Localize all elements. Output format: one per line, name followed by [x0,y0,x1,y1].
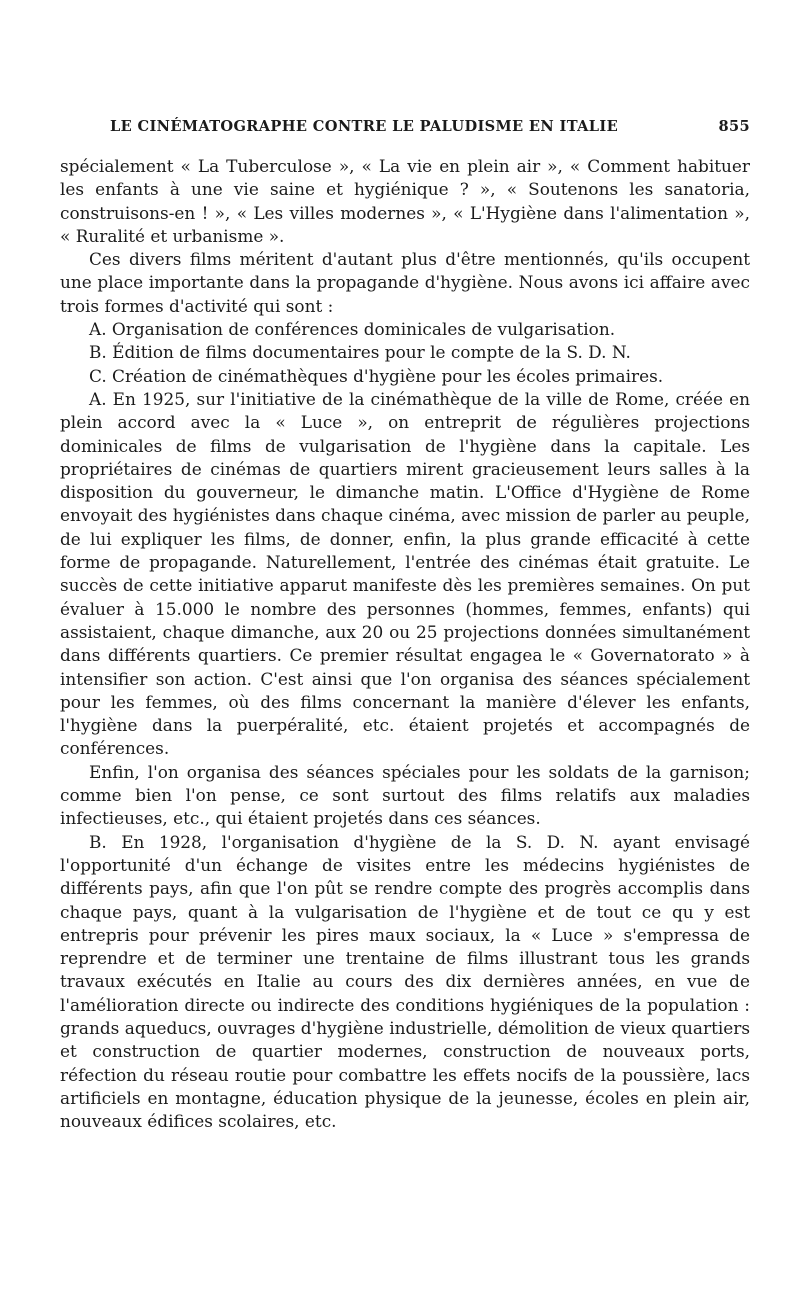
paragraph-section-b: B. En 1928, l'organisation d'hygiène de la S. D. N. ayant envisagé l'opportunité d'un échange de visites entre les médecins hygiénistes de différents pays, afin que l'on pût se rendre compte des progrès accomplis dans chaque pays, quant à la vulgarisation de l'hygiène et de tout ce qu y est entrepris pour prévenir les pires maux sociaux, la « Luce » s'empressa de reprendre et de terminer une trentaine de films illustrant tous les grands travaux exécutés en Italie au cours des dix dernières années, en vue de l'amélioration directe ou indirecte des conditions hygiéniques de la population : grands aqueducs, ouvrages d'hygiène industrielle, démolition de vieux quartiers et construction de quartier modernes, construction de nouveaux ports, réfection du réseau routie pour combattre les effets nocifs de la poussière, lacs artificiels en montagne, éducation physique de la jeunesse, écoles en plein air, nouveaux édifices scolaires, etc. [60,831,750,1132]
running-title: LE CINÉMATOGRAPHE CONTRE LE PALUDISME EN ITALIE [110,118,619,135]
list-item-a: A. Organisation de conférences dominicales de vulgarisation. [89,319,616,340]
paragraph-section-a: A. En 1925, sur l'initiative de la cinémathèque de la ville de Rome, créée en plein accord avec la « Luce », on entreprit de régulières projections dominicales de films de vulgarisation de l'hygiène dans la capitale. Les propriétaires de cinémas de quartiers mirent gracieusement leurs salles à la disposition du gouverneur, le dimanche matin. L'Office d'Hygiène de Rome envoyait des hygiénistes dans chaque cinéma, avec mission de parler au peuple, de lui expliquer les films, de donner, enfin, la plus grande efficacité à cette forme de propagande. Naturellement, l'entrée des cinémas était gratuite. Le succès de cette initiative apparut manifeste dès les premières semaines. On put évaluer à 15.000 le nombre des personnes (hommes, femmes, enfants) qui assistaient, chaque dimanche, aux 20 ou 25 projections données simultanément dans différents quartiers. Ce premier résultat engagea le « Governatorato » à intensifier son action. C'est ainsi que l'on organisa des séances spécialement pour les femmes, où des films concernant la manière d'élever les enfants, l'hygiène dans la puerpéralité, etc. étaient projetés et accompagnés de conférences. [60,388,750,759]
paragraph-continuation: spécialement « La Tuberculose », « La vie en plein air », « Comment habituer les enfants à une vie saine et hygiénique ? », « Soutenons les sanatoria, construisons-en ! », « Les villes modernes », « L'Hygiène dans l'alimentation », « Ruralité et urbanisme ». [60,156,750,246]
document-page [60,118,750,1133]
list-item-c: C. Création de cinémathèques d'hygiène pour les écoles primaires. [89,365,664,386]
page-number: 855 [718,118,750,135]
body-text [60,155,750,1133]
paragraph-intro: Ces divers films méritent d'autant plus d'être mentionnés, qu'ils occupent une place importante dans la propagande d'hygiène. Nous avons ici affaire avec trois formes d'activité qui sont : [60,249,750,316]
list-item-b: B. Édition de films documentaires pour le compte de la S. D. N. [89,342,631,363]
running-header [110,118,750,135]
paragraph-soldiers: Enfin, l'on organisa des séances spéciales pour les soldats de la garnison; comme bien l'on pense, ce sont surtout des films relatifs aux maladies infectieuses, etc., qui étaient projetés dans ces séances. [60,761,750,829]
